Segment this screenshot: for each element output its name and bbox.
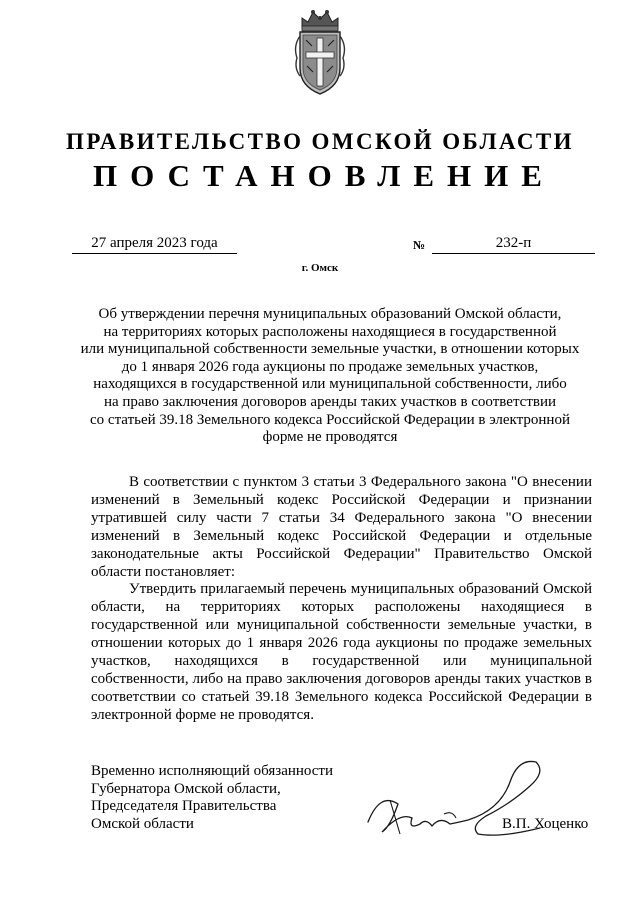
body-line: изменений в Земельный кодекс Российской Федерации и признании	[91, 491, 592, 508]
body-line: участков, находящихся в государственной или муниципальной	[91, 653, 592, 670]
body-line: Утвердить прилагаемый перечень муниципальных образований Омской	[129, 581, 592, 598]
title-line: Об утверждении перечня муниципальных образований Омской области,	[98, 306, 562, 322]
title-line: или муниципальной собственности земельные участки, в отношении которых	[80, 341, 580, 358]
body-line: законодательные акты Российской Федерации" Правительство Омской	[91, 545, 592, 562]
position-line: Губернатора Омской области,	[91, 780, 281, 797]
body-line: области постановляет:	[91, 563, 236, 580]
title-line: форме не проводятся	[262, 429, 398, 446]
title-line: на право заключения договоров аренды таких участков в соответствии	[103, 393, 557, 410]
decree-title	[80, 306, 580, 447]
title-line: находящихся в государственной или муниципальной собственности, либо	[93, 376, 567, 393]
decree-number: 232-п	[432, 234, 595, 254]
position-line: Омской области	[91, 815, 194, 832]
title-line: до 1 января 2026 года аукционы по продаже земельных участков,	[121, 358, 539, 375]
decree-body	[91, 474, 592, 725]
title-line: со статьей 39.18 Земельного кодекса Российской Федерации в электронной	[90, 411, 570, 428]
government-name: ПРАВИТЕЛЬСТВО ОМСКОЙ ОБЛАСТИ	[66, 129, 574, 154]
body-line: отношении которых до 1 января 2026 года аукционы по продаже земельных	[91, 635, 592, 652]
body-line: собственности, либо на право заключения договоров аренды таких участков в	[91, 670, 592, 687]
signatory-name: В.П. Хоценко	[502, 816, 589, 832]
body-line: электронной форме не проводятся.	[91, 706, 314, 723]
document-type: ПОСТАНОВЛЕНИЕ	[93, 158, 555, 193]
title-line: на территориях которых расположены находящиеся в государственной	[103, 323, 557, 340]
body-line: В соответствии с пунктом 3 статьи 3 Федерального закона "О внесении	[129, 474, 592, 490]
position-line: Временно исполняющий обязанности	[91, 763, 334, 779]
coat-of-arms-emblem	[292, 6, 348, 98]
number-sign: №	[413, 238, 426, 252]
decree-date: 27 апреля 2023 года	[72, 234, 237, 254]
body-line: соответствии со статьей 39.18 Земельного кодекса Российской Федерации в	[91, 688, 592, 705]
city-name: г. Омск	[301, 262, 339, 274]
position-line: Председателя Правительства	[91, 798, 277, 815]
body-line: государственной или муниципальной собственности земельные участки, в	[91, 617, 592, 634]
body-line: утратившей силу части 7 статьи 34 Федерального закона "О внесении	[91, 509, 592, 526]
body-line: области, на территориях которых расположены находящиеся в	[91, 599, 592, 616]
signatory-position	[91, 763, 333, 833]
body-line: изменений в Земельный кодекс Российской Федерации и отдельные	[91, 527, 592, 544]
